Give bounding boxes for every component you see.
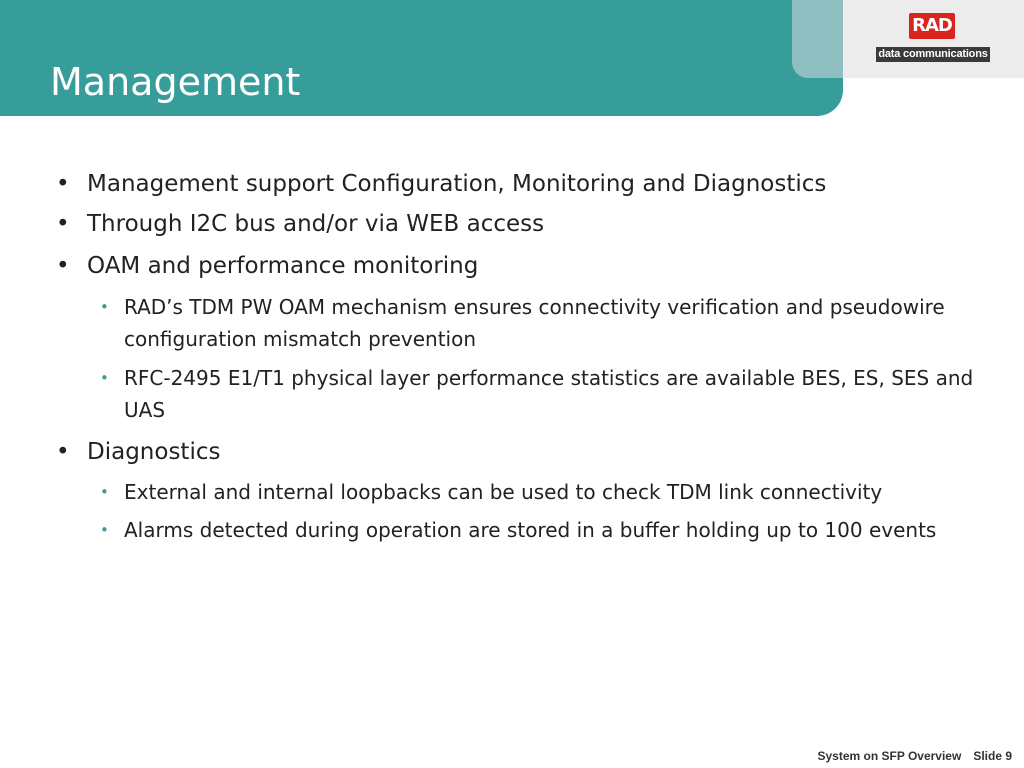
bullet-text: OAM and performance monitoring (87, 253, 479, 279)
sub-bullet-text: RAD’s TDM PW OAM mechanism ensures connectivity verification and pseudowire configuration mismatch prevention (124, 295, 945, 351)
bullet-dot-icon: • (56, 171, 70, 197)
sub-bullet-item (100, 514, 994, 546)
footer-slide-number: Slide 9 (973, 749, 1012, 763)
rad-logo: RAD (909, 13, 955, 39)
bullet-item (56, 208, 1017, 240)
sub-bullet-dot-icon: • (100, 298, 109, 316)
bullet-dot-icon: • (56, 439, 70, 465)
slide-footer (817, 749, 1012, 763)
bullet-dot-icon: • (56, 253, 70, 279)
sub-bullet-item (100, 476, 1019, 508)
bullet-dot-icon: • (56, 211, 70, 237)
sub-bullet-item (100, 291, 1014, 355)
slide-title: Management (50, 60, 301, 104)
sub-bullet-dot-icon: • (100, 483, 109, 501)
bullet-item (56, 168, 1017, 200)
bullet-text: Management support Configuration, Monitoring and Diagnostics (87, 171, 827, 197)
sub-bullet-item (100, 362, 1014, 426)
sub-bullet-text: RFC-2495 E1/T1 physical layer performance statistics are available BES, ES, SES and UAS (124, 366, 974, 422)
bullet-item (56, 436, 1017, 468)
sub-bullet-text: External and internal loopbacks can be used to check TDM link connectivity (124, 480, 883, 504)
logo-tagline: data communications (876, 47, 990, 62)
sub-bullet-dot-icon: • (100, 521, 109, 539)
footer-deck-title: System on SFP Overview (817, 749, 962, 763)
sub-bullet-text: Alarms detected during operation are stored in a buffer holding up to 100 events (124, 518, 937, 542)
bullet-text: Diagnostics (87, 439, 221, 465)
bullet-text: Through I2C bus and/or via WEB access (87, 211, 545, 237)
sub-bullet-dot-icon: • (100, 369, 109, 387)
bullet-item (56, 250, 1017, 282)
